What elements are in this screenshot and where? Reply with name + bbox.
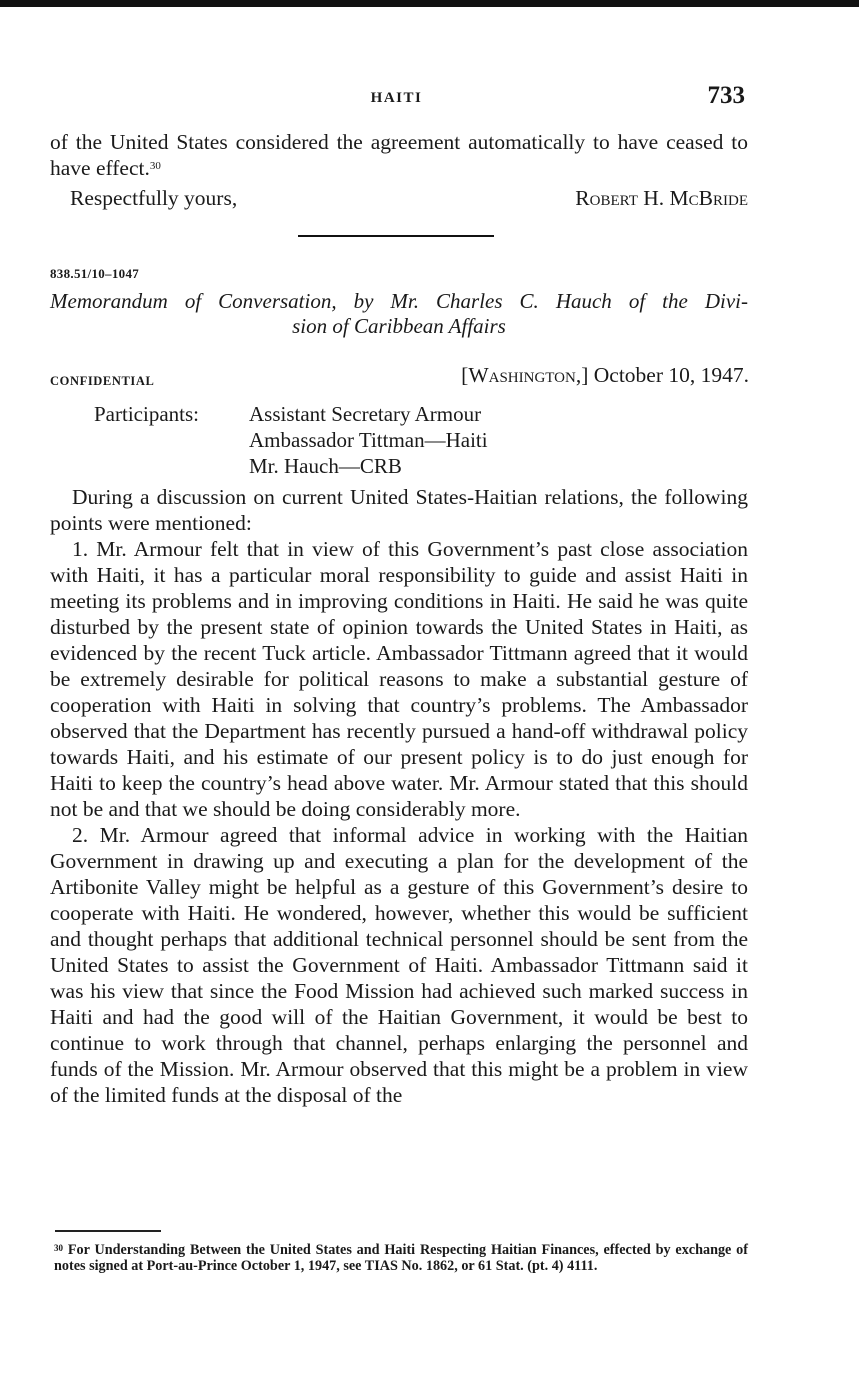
place: [Washington,] — [461, 363, 589, 387]
paragraph-point-1: 1. Mr. Armour felt that in view of this Government’s past close association with Haiti, it has a particular moral responsibility to guide and assist Haiti in meeting its problems and in improving conditions in Haiti. He said he was quite disturbed by the present state of opinion towards the United States in Haiti, as evidenced by the recent Tuck article. Ambassador Tittmann agreed that it would be extremely desirable for political reasons to make a substantial gesture of cooperation with Haiti in solving that country’s problems. The Ambassador observed that the Department has recently pursued a hand-off withdrawal policy towards Haiti, and his estimate of our present policy is to do just enough for Haiti to keep the country’s head above water. Mr. Armour stated that this should not be and that we should be doing considerably more. — [50, 537, 748, 821]
memo-body — [50, 484, 748, 1108]
footnote-text: For Understanding Between the United States and Haiti Respecting Haitian Finances, effected by exchange of notes signed at Port-au-Prince October 1, 1947, see TIAS No. 1862, or 61 Stat. (pt. 4) 4111. — [54, 1242, 749, 1274]
paragraph-intro: During a discussion on current United States-Haitian relations, the following points were mentioned: — [50, 485, 748, 535]
participant: Assistant Secretary Armour — [249, 402, 482, 426]
participants-label: Participants: — [94, 402, 199, 426]
footnote-rule — [55, 1230, 161, 1232]
section-divider — [298, 235, 494, 237]
continuation-paragraph — [50, 129, 748, 181]
running-title: HAITI — [370, 90, 423, 106]
participant: Mr. Hauch—CRB — [249, 454, 402, 478]
running-head — [48, 82, 745, 114]
memo-title-line-1: Memorandum of Conversation, by Mr. Charles C. Hauch of the Divi- — [50, 289, 748, 313]
paragraph-point-2: 2. Mr. Armour agreed that informal advice in working with the Haitian Government in drawing up and executing a plan for the development of the Artibonite Valley might be helpful as a gesture of this Government’s desire to cooperate with Haiti. He wondered, however, whether this would be sufficient and thought perhaps that additional technical personnel should be sent from the United States to assist the Government of Haiti. Ambassador Tittmann said it was his view that since the Food Mission had achieved such marked success in Haiti and had the good will of the Haitian Government, it would be best to continue to work through that channel, perhaps enlarging the personnel and funds of the Mission. Mr. Armour observed that this might be a problem in view of the limited funds at the disposal of the — [50, 823, 748, 1107]
footnote-number: 30 — [54, 1243, 63, 1253]
participant: Ambassador Tittman—Haiti — [249, 428, 488, 452]
memo-title-line-2: sion of Caribbean Affairs — [292, 314, 506, 338]
salutation: Respectfully yours, — [70, 186, 238, 210]
continuation-text: of the United States considered the agreement automatically to have ceased to have effect. — [50, 130, 748, 180]
date: October 10, 1947. — [593, 363, 749, 387]
participants-list — [249, 401, 488, 479]
classification-label: CONFIDENTIAL — [50, 374, 155, 388]
file-number: 838.51/10–1047 — [50, 266, 140, 281]
dateline — [461, 363, 749, 388]
footnote — [54, 1242, 748, 1274]
page-number: 733 — [707, 82, 745, 109]
signature: Robert H. McBride — [575, 186, 748, 210]
closing-block — [50, 186, 748, 212]
memo-title — [50, 289, 748, 339]
footnote-ref: 30 — [149, 160, 161, 172]
page-top-border — [0, 0, 859, 7]
